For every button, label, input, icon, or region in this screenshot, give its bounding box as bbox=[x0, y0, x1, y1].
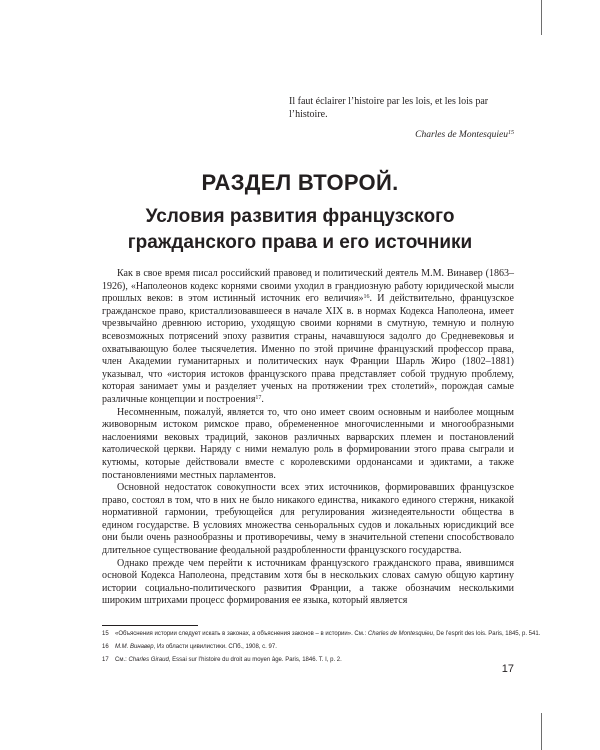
footnote-ref-15: 15 bbox=[508, 130, 514, 136]
epigraph-quote: Il faut éclairer l’histoire par les lois, et les lois par l’histoire. bbox=[289, 96, 489, 120]
footnote-separator bbox=[102, 625, 198, 626]
footnote-ref-17: 17 bbox=[255, 394, 262, 401]
subtitle-line-2: гражданского права и его источники bbox=[127, 232, 473, 253]
footnote-15: 15 «Объяснения истории следует искать в законах, а объяснения законов – в истории». См.: Charles de Montesquieu, De l’esprit des lois. Paris, 1845, p. 541. bbox=[102, 631, 541, 637]
page-number: 17 bbox=[501, 663, 514, 675]
section-title: РАЗДЕЛ ВТОРОЙ. bbox=[201, 170, 399, 195]
paragraph-2: Несомненным, пожалуй, является то, что оно имеет своим основным и наиболее мощным живоворным истоком римское право, обремененное многочисленными и многообразными наслоениями вековых традиций, законов различных варварских племен и постановлений католической церкви. Наряду с ними немалую роль в формировании этого права сыграли и кутюмы, которые действовали вместе с королевскими ордонансами и эдиктами, а также постановлениями местных парламентов. bbox=[102, 406, 514, 481]
crop-mark-bottom bbox=[541, 713, 542, 750]
section-subtitle bbox=[80, 204, 520, 256]
footnote-17: 17 См.: Charles Giraud, Essai sur l’histoire du droit au moyen âge. Paris, 1846. T. I, p. 2. bbox=[102, 657, 342, 663]
crop-mark-top bbox=[541, 0, 542, 35]
body-text bbox=[102, 268, 514, 608]
footnote-16: 16 М.М. Винавер, Из области цивилистики. СПб., 1908, с. 97. bbox=[102, 644, 277, 650]
footnote-ref-16: 16 bbox=[363, 294, 370, 301]
subtitle-line-1: Условия развития французского bbox=[145, 206, 455, 227]
footnotes bbox=[102, 630, 541, 669]
paragraph-3: Основной недостаток совокупности всех этих источников, формировавших французское право, состоял в том, что в них не было никакого единства, никакого единого стержня, никакой нормативной гармонии, требующейся для регулирования жизнедеятельности общества в едином государстве. В условиях множества сеньоральных судов и локальных юрисдикций все они были очень разнообразны и противоречивы, чему в значительной степени способствовало длительное существование феодальной раздробленности французского государства. bbox=[102, 482, 514, 557]
paragraph-4: Однако прежде чем перейти к источникам французского гражданского права, явившимся основой Кодекса Наполеона, представим хотя бы в нескольких словах самую общую картину истории социально-политического развития Франции, а также обозначим несколькими широким штрихами процесс формирования ее языка, который является bbox=[102, 557, 514, 607]
paragraph-1: Как в свое время писал российский правовед и политический деятель М.М. Винавер (1863–1926), «Наполеонов кодекс корнями своими уходил в грандиозную работу юридической мысли прошлых веков: в этом истинный источник его величия»$^{16}$. И действительно, французское гражданское право, кристаллизовавшееся в начале XIX в. в нормах Кодекса Наполеона, имеет чрезвычайно древнюю историю, уходящую своими корнями в смутную, темную и полную всевозможных потрясений эпоху развития страны, начавшуюся задолго до Средневековья и охватывающую более тысячелетия. Именно по этой причине французский профессор права, член Академии гуманитарных и политических наук Франции Шарль Жиро (1802–1881) указывал, что «история истоков французского права представляет собой трудную проблему, которая занимает умы и разделяет ученых на протяжении трех столетий», порождая самые различные концепции и построения$^{17}$. bbox=[102, 268, 514, 405]
epigraph-author: Charles de Montesquieu$^{15}$ bbox=[415, 130, 514, 140]
